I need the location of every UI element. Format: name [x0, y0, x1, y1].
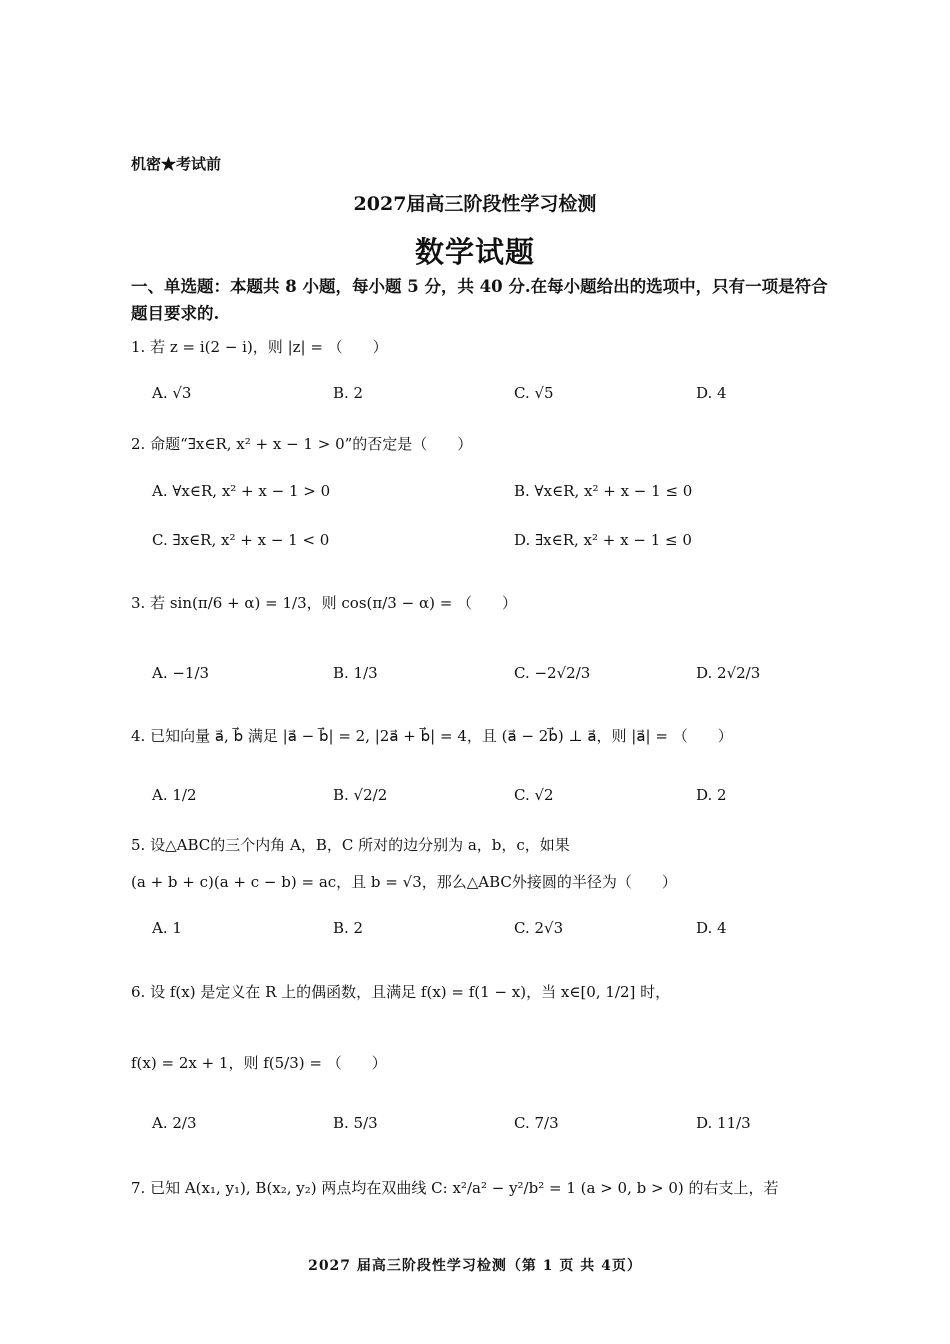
q2-option-b: B. ∀x∈R, x² + x − 1 ≤ 0 [514, 482, 693, 500]
q1-option-c: C. √5 [514, 384, 554, 402]
question-5-stem-line2: (a + b + c)(a + c − b) = ac，且 b = √3，那么△ABC外接圆的半径为（ ） [131, 873, 677, 891]
q6-option-b: B. 5/3 [333, 1114, 378, 1132]
exam-title: 2027届高三阶段性学习检测 [353, 193, 597, 215]
q4-option-b: B. √2/2 [333, 786, 388, 804]
q6-option-a: A. 2/3 [152, 1114, 197, 1132]
q2-option-c: C. ∃x∈R, x² + x − 1 < 0 [152, 531, 330, 549]
question-5-stem: 5. 设△ABC的三个内角 A，B，C 所对的边分别为 a，b，c，如果 [131, 836, 570, 854]
question-6-stem: 6. 设 f(x) 是定义在 R 上的偶函数，且满足 f(x) = f(1 − x)，当 x∈[0, 1/2] 时， [131, 983, 671, 1001]
q4-option-a: A. 1/2 [152, 786, 197, 804]
confidential-label: 机密★考试前 [131, 155, 222, 173]
q2-option-d: D. ∃x∈R, x² + x − 1 ≤ 0 [514, 531, 692, 549]
q3-option-a: A. −1/3 [152, 664, 210, 682]
q4-option-c: C. √2 [514, 786, 554, 804]
q6-option-d: D. 11/3 [696, 1114, 751, 1132]
q1-option-a: A. √3 [152, 384, 192, 402]
question-1-stem: 1. 若 z = i(2 − i)，则 |z| = （ ） [131, 338, 388, 356]
q6-option-c: C. 7/3 [514, 1114, 559, 1132]
q1-option-b: B. 2 [333, 384, 364, 402]
q5-option-a: A. 1 [152, 919, 182, 937]
q2-option-a: A. ∀x∈R, x² + x − 1 > 0 [152, 482, 331, 500]
q5-option-d: D. 4 [696, 919, 727, 937]
q3-option-d: D. 2√2/3 [696, 664, 761, 682]
page-footer: 2027 届高三阶段性学习检测（第 1 页 共 4页） [308, 1258, 642, 1274]
q3-option-b: B. 1/3 [333, 664, 378, 682]
q5-option-c: C. 2√3 [514, 919, 564, 937]
question-6-stem-line2: f(x) = 2x + 1，则 f(5/3) = （ ） [131, 1054, 387, 1072]
q3-option-c: C. −2√2/3 [514, 664, 591, 682]
section-heading: 一、单选题：本题共 8 小题，每小题 5 分，共 40 分.在每小题给出的选项中，只有一项是符合题目要求的. [131, 277, 828, 323]
question-3-stem: 3. 若 sin(π/6 + α) = 1/3，则 cos(π/3 − α) = （ ） [131, 594, 518, 612]
q1-option-d: D. 4 [696, 384, 727, 402]
q5-option-b: B. 2 [333, 919, 364, 937]
q4-option-d: D. 2 [696, 786, 727, 804]
question-2-stem: 2. 命题“∃x∈R, x² + x − 1 > 0”的否定是（ ） [131, 435, 473, 453]
question-7-stem: 7. 已知 A(x₁, y₁), B(x₂, y₂) 两点均在双曲线 C: x²/a² − y²/b² = 1 (a > 0, b > 0) 的右支上，若 [131, 1179, 779, 1197]
question-4-stem: 4. 已知向量 a⃗, b⃗ 满足 |a⃗ − b⃗| = 2, |2a⃗ + b⃗| = 4，且 (a⃗ − 2b⃗) ⊥ a⃗，则 |a⃗| = （ ） [131, 727, 733, 745]
subject-title: 数学试题 [414, 235, 535, 269]
